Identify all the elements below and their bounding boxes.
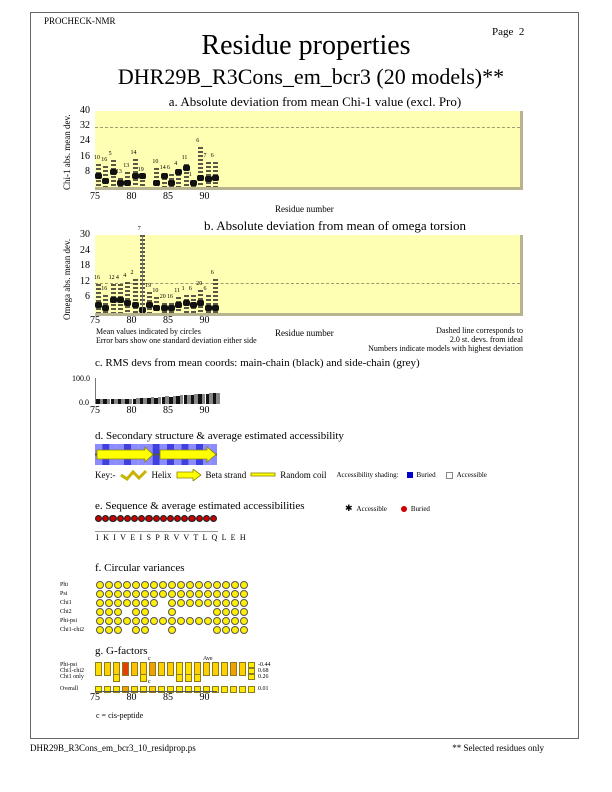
gf-ave xyxy=(248,686,269,704)
x-tick-label: 80 xyxy=(126,191,137,202)
seq-dot xyxy=(95,515,102,522)
cv-row-label: Phi-psi xyxy=(60,618,78,625)
buried-label: Buried xyxy=(416,471,436,479)
seq-title: e. Sequence & average estimated accessibilities xyxy=(95,500,305,512)
model-label: 14 xyxy=(130,149,137,156)
seq-dot xyxy=(102,515,109,522)
x-tick-label: 80 xyxy=(126,315,137,326)
gf-cell xyxy=(221,686,228,693)
y-tick-label: 18 xyxy=(80,260,90,272)
gf-row-label: Overall xyxy=(60,686,78,692)
chart-a-threshold-line xyxy=(95,127,520,128)
y-tick-label: 16 xyxy=(80,150,90,162)
seq-dot xyxy=(203,515,210,522)
mean-marker xyxy=(168,305,175,311)
model-label: 6 xyxy=(167,164,170,171)
seq-dot xyxy=(153,515,160,522)
cis-peptide-note: c = cis-peptide xyxy=(96,711,144,720)
seq-dot xyxy=(138,515,145,522)
model-label: 6 xyxy=(196,138,200,145)
program-name: PROCHECK-NMR xyxy=(44,16,116,26)
model-label: 1 xyxy=(188,172,192,179)
mean-marker xyxy=(212,305,219,311)
seq-legend xyxy=(345,503,430,514)
model-label: 20 xyxy=(196,280,203,287)
mean-marker xyxy=(183,300,190,306)
note-error-bars: Error bars show one standard deviation either side xyxy=(96,336,257,345)
mean-marker xyxy=(175,169,182,175)
helix-label: Helix xyxy=(151,470,172,480)
cv-row-label: Chi1-chi2 xyxy=(60,627,84,634)
mean-marker xyxy=(102,305,109,311)
model-label: 13 xyxy=(123,162,130,169)
model-label: 19 xyxy=(145,283,152,290)
mean-marker xyxy=(146,302,153,308)
y-tick-label: 32 xyxy=(80,120,90,132)
gf-cell xyxy=(113,674,120,682)
y-tick-label: 8 xyxy=(85,165,90,177)
cv-row-label: Psi xyxy=(60,591,68,598)
mean-marker xyxy=(205,176,212,182)
key-label: Key:- xyxy=(95,470,116,480)
buried-dot-icon xyxy=(401,506,407,512)
model-label: 6 xyxy=(203,285,207,292)
mean-marker xyxy=(117,297,124,303)
mean-marker xyxy=(183,165,190,171)
accessible-swatch xyxy=(446,472,453,479)
model-label: 10 xyxy=(152,288,159,295)
seq-buried-label: Buried xyxy=(410,504,430,513)
mean-marker xyxy=(190,180,197,186)
model-label: 2 xyxy=(130,270,134,277)
seq-dot xyxy=(196,515,203,522)
cv-row xyxy=(60,612,249,625)
model-label: 16 xyxy=(101,157,108,164)
gf-title: g. G-factors xyxy=(95,645,148,657)
gf-row-label: Chi1 only xyxy=(60,674,84,680)
seq-dot xyxy=(124,515,131,522)
chart-a-yaxis xyxy=(66,104,96,194)
gf-row xyxy=(60,674,269,682)
model-label: 10 xyxy=(152,159,159,165)
model-label: 20 xyxy=(159,293,166,300)
gf-ave-cell xyxy=(248,674,255,680)
seq-dot xyxy=(181,515,188,522)
mean-marker xyxy=(153,180,160,186)
mean-marker xyxy=(168,180,175,186)
y-tick-label: 6 xyxy=(85,291,90,303)
mean-marker xyxy=(212,175,219,181)
x-tick-label: 85 xyxy=(163,315,173,326)
model-label: 5 xyxy=(108,151,112,158)
chart-b-right-notes xyxy=(340,326,523,353)
y-tick-label: 24 xyxy=(80,244,90,256)
x-tick-label: 80 xyxy=(126,692,137,703)
data-column xyxy=(198,147,203,187)
note-dashed-line: Dashed line corresponds to xyxy=(436,326,523,335)
mean-marker xyxy=(95,302,102,308)
chart-b-plot xyxy=(94,226,523,316)
chart-b-threshold-line xyxy=(95,283,520,284)
accessible-label: Accessible xyxy=(456,471,487,479)
y-tick-label: 40 xyxy=(80,105,90,116)
page-label: Page xyxy=(492,26,514,38)
gf-ave-value: 0.01 xyxy=(258,686,269,692)
cv-row xyxy=(60,576,249,589)
chart-a-ylabel: Chi-1 abs. mean dev. xyxy=(62,114,72,190)
seq-dot xyxy=(174,515,181,522)
x-tick-label: 75 xyxy=(90,692,100,703)
model-label: 1 xyxy=(181,285,185,292)
gf-ave-header: Ave xyxy=(203,656,213,662)
chart-b-title: b. Absolute deviation from mean of omega torsion xyxy=(203,218,467,233)
model-label: 7 xyxy=(203,153,207,160)
gf-cell xyxy=(185,674,192,682)
model-label: 6 xyxy=(210,153,214,160)
chart-c-bars xyxy=(96,378,216,404)
cv-title: f. Circular variances xyxy=(95,562,185,574)
mean-marker xyxy=(197,300,204,306)
chart-a-xlabel: Residue number xyxy=(275,204,334,214)
x-tick-label: 90 xyxy=(199,692,210,703)
x-tick-label: 85 xyxy=(163,692,173,703)
note-st-devs: 2.0 st. devs. from ideal xyxy=(449,335,523,344)
model-label: 4 xyxy=(115,275,119,282)
model-label: 19 xyxy=(137,166,144,173)
chart-b-yaxis xyxy=(66,229,96,319)
model-label: 4 xyxy=(123,272,127,279)
note-model-numbers: Numbers indicate models with highest deviation xyxy=(368,344,523,353)
model-label: 13 xyxy=(115,168,122,175)
gf-cis-marker: c xyxy=(148,656,151,662)
mean-marker xyxy=(197,175,204,181)
seq-residues: I K I V E I S P R V V T L Q L E H xyxy=(96,533,247,542)
coil-icon xyxy=(250,471,276,479)
gf-cell xyxy=(194,674,201,682)
mean-marker xyxy=(161,173,168,179)
gf-row-label: Chi1-chi2 xyxy=(60,668,84,674)
x-tick-label: 85 xyxy=(163,405,173,416)
model-label: 6 xyxy=(210,270,214,277)
accessible-star-icon: ✱ xyxy=(345,503,353,513)
mean-marker xyxy=(102,178,109,184)
mean-marker xyxy=(110,297,117,303)
seq-accessibility-dots xyxy=(95,515,217,523)
mean-marker xyxy=(124,180,131,186)
cv-row-label: Chi2 xyxy=(60,609,72,616)
model-label: 16 xyxy=(101,285,108,292)
mean-marker xyxy=(175,302,182,308)
x-tick-label: 75 xyxy=(90,191,100,202)
ss-diagram xyxy=(95,444,217,465)
y-tick-label: 12 xyxy=(80,275,90,287)
mean-marker xyxy=(161,305,168,311)
data-column xyxy=(206,162,211,187)
model-label: 16 xyxy=(94,275,100,282)
gf-cell xyxy=(140,674,147,682)
mean-marker xyxy=(205,305,212,311)
gf-row-label: Phi-psi xyxy=(60,662,78,668)
page-title: Residue properties xyxy=(201,30,411,61)
strand-icon xyxy=(176,469,202,481)
mean-marker xyxy=(190,302,197,308)
seq-dot xyxy=(131,515,138,522)
seq-dot xyxy=(117,515,124,522)
model-label: 4 xyxy=(174,160,178,167)
chart-c-ymax: 100.0 xyxy=(72,374,90,383)
model-label: 6 xyxy=(188,285,192,292)
page-number: 2 xyxy=(518,26,525,38)
x-tick-label: 90 xyxy=(199,405,210,416)
seq-axis xyxy=(95,531,218,532)
chart-c-ymin: 0.0 xyxy=(79,398,89,407)
mean-marker xyxy=(124,300,131,306)
y-tick-label: 30 xyxy=(80,229,90,240)
gf-cell xyxy=(176,674,183,682)
gf-ave-value: 0.26 xyxy=(258,674,269,680)
gf-cis-marker-overall: c xyxy=(148,679,151,685)
cv-row xyxy=(60,594,249,607)
gf-ave-value: 0.68 xyxy=(258,668,269,674)
mean-marker xyxy=(95,173,102,179)
chart-c-title: c. RMS devs from mean coords: main-chain (black) and side-chain (grey) xyxy=(95,357,420,369)
mean-marker xyxy=(139,173,146,179)
cv-row-label: Phi xyxy=(60,582,69,589)
mean-marker xyxy=(117,180,124,186)
cv-row xyxy=(60,621,249,634)
page-subtitle: DHR29B_R3Cons_em_bcr3 (20 models)** xyxy=(117,64,505,89)
strand-label: Beta strand xyxy=(205,470,247,480)
x-tick-label: 85 xyxy=(163,191,173,202)
x-tick-label: 75 xyxy=(90,315,100,326)
gf-ave-value: -0.44 xyxy=(258,662,271,668)
x-tick-label: 80 xyxy=(126,405,137,416)
chart-b-ylabel: Omega abs. mean dev. xyxy=(62,238,72,320)
chart-a-title: a. Absolute deviation from mean Chi-1 value (excl. Pro) xyxy=(168,94,462,109)
helix-icon xyxy=(120,469,148,481)
y-tick-label: 24 xyxy=(80,135,90,147)
ss-key xyxy=(95,469,487,481)
data-column xyxy=(96,284,101,313)
cv-row xyxy=(60,585,249,598)
note-mean-circles: Mean values indicated by circles xyxy=(96,327,201,336)
mean-marker xyxy=(132,173,139,179)
chart-b-xlabel: Residue number xyxy=(275,328,334,338)
seq-dot xyxy=(109,515,116,522)
ss-accessibility-bar xyxy=(95,444,217,465)
model-label: 14 xyxy=(159,164,166,171)
data-column xyxy=(125,282,130,313)
gf-row xyxy=(60,686,269,694)
chart-a-plot xyxy=(95,111,523,190)
cv-row-label: Chi1 xyxy=(60,600,72,607)
gf-ave-cell xyxy=(248,686,255,693)
ss-title: d. Secondary structure & average estimated accessibility xyxy=(95,430,344,442)
model-label: 7 xyxy=(137,226,141,232)
footer-note: ** Selected residues only xyxy=(452,743,544,753)
model-label: 12 xyxy=(108,275,115,282)
mean-marker xyxy=(132,302,139,308)
seq-dot xyxy=(188,515,195,522)
coil-label: Random coil xyxy=(280,470,327,480)
buried-swatch xyxy=(407,472,413,478)
seq-dot xyxy=(160,515,167,522)
footer-filename: DHR29B_R3Cons_em_bcr3_10_residprop.ps xyxy=(30,743,196,753)
gf-cell xyxy=(230,686,237,693)
chart-b-notes xyxy=(96,327,257,345)
mean-marker xyxy=(153,305,160,311)
seq-dot xyxy=(210,515,217,522)
model-label: 16 xyxy=(167,293,173,300)
seq-dot xyxy=(145,515,152,522)
outlier-line xyxy=(142,235,143,313)
side-chain-bar xyxy=(216,393,220,404)
gf-cell xyxy=(239,686,246,693)
seq-accessible-label: Accessible xyxy=(356,504,387,513)
model-label: 11 xyxy=(174,288,181,295)
model-label: 10 xyxy=(94,155,100,162)
shading-label: Accessibility shading: xyxy=(336,471,399,479)
x-tick-label: 75 xyxy=(90,405,100,416)
x-tick-label: 90 xyxy=(199,191,210,202)
cv-row xyxy=(60,603,249,616)
x-tick-label: 90 xyxy=(199,315,210,326)
model-label: 11 xyxy=(181,155,188,162)
seq-dot xyxy=(167,515,174,522)
